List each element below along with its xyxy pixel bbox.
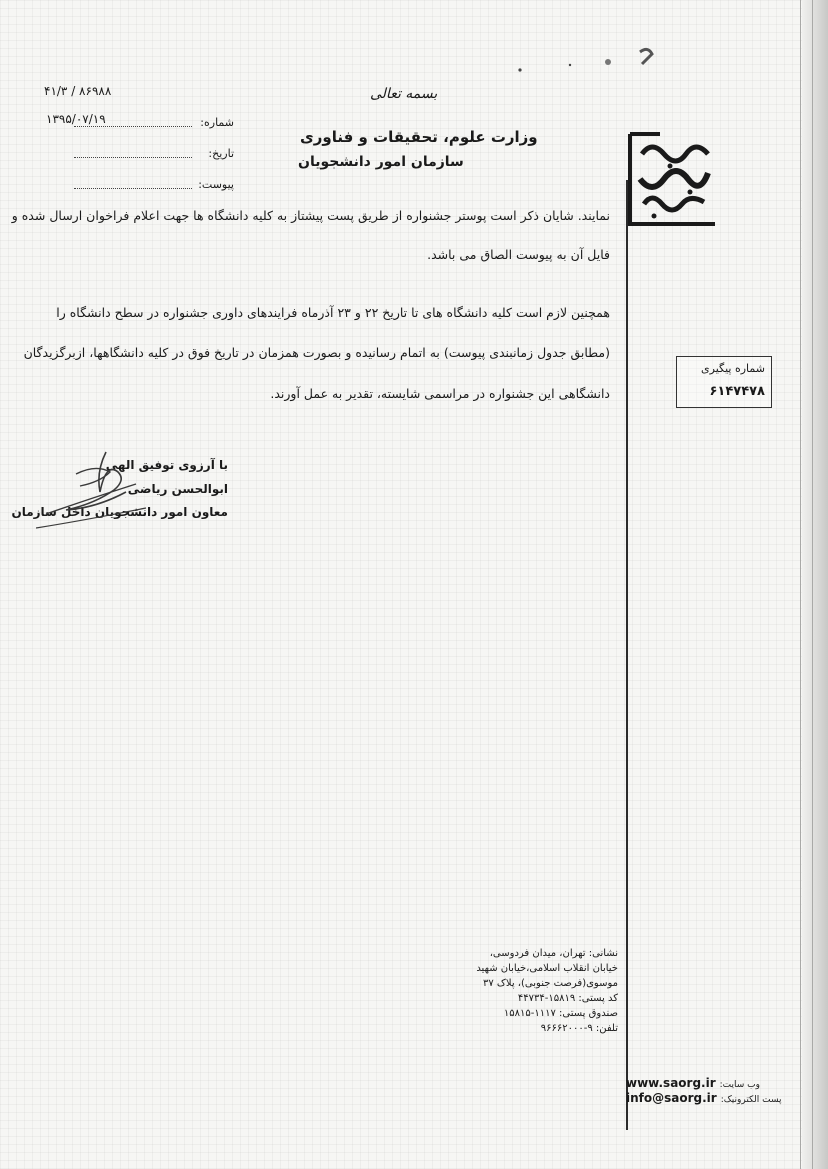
number-dots (74, 126, 192, 127)
email-row (626, 1091, 781, 1105)
email-link[interactable]: info@saorg.ir (626, 1091, 717, 1105)
tracking-number-box (676, 356, 772, 408)
website-label: وب سایت: (719, 1080, 760, 1090)
handwritten-signature (36, 434, 156, 534)
date-field (44, 147, 234, 165)
number-label: شماره: (200, 116, 234, 129)
attachment-field (44, 178, 234, 196)
body-line-4: (مطابق جدول زمانبندی پیوست) به اتمام رسانیده و بصورت همزمان در تاریخ فوق در کلیه دانشگاهها، ازبرگزیدگان (23, 345, 610, 360)
address-line-1: نشانی: تهران، میدان فردوسی، (489, 948, 618, 959)
signatory-name: ابوالحسن ریاضی (127, 482, 228, 496)
scan-edge-line (800, 0, 801, 1169)
ministry-name: وزارت علوم، تحقیقات و فناوری (300, 128, 538, 146)
body-line-3: همچنین لازم است کلیه دانشگاه های تا تاریخ ۲۲ و ۲۳ آذرماه فرایندهای داوری جشنواره در سطح دانشگاه را (56, 305, 610, 320)
body-line-5: دانشگاهی این جشنواره در مراسمی شایسته، تقدیر به عمل آورند. (270, 386, 610, 401)
signatory-title: معاون امور دانشجویان داخل سازمان (11, 505, 228, 519)
scan-marks (500, 30, 680, 80)
date-dots (74, 157, 192, 158)
tracking-value: ۶۱۴۷۴۷۸ (709, 384, 765, 399)
address-line-2: خیابان انقلاب اسلامی،خیابان شهید (476, 963, 618, 974)
closing-wish: با آرزوی توفیق الهی (105, 458, 228, 472)
phone: تلفن: ۹-۹۶۶۶۲۰۰۰ (540, 1023, 618, 1034)
margin-rule (626, 180, 628, 1130)
body-line-2: فایل آن به پیوست الصاق می باشد. (427, 247, 610, 262)
postal-code: کد پستی: ۱۵۸۱۹-۴۴۷۳۴ (517, 993, 618, 1004)
website-link[interactable]: www.saorg.ir (626, 1076, 716, 1090)
attachment-dots (74, 188, 192, 189)
organization-name: سازمان امور دانشجویان (298, 154, 464, 170)
date-value: ۱۳۹۵/۰۷/۱۹ (46, 112, 106, 126)
body-line-1: نمایند. شایان ذکر است پوستر جشنواره از طریق پست پیشتاز به کلیه دانشگاه ها جهت اعلام فراخوان ارسال شده و (11, 208, 610, 223)
attachment-label: پیوست: (198, 178, 234, 191)
address-line-3: موسوی(فرصت جنوبی)، پلاک ۳۷ (482, 978, 618, 989)
bismillah-heading: بسمه تعالی (370, 86, 438, 102)
date-label: تاریخ: (208, 147, 234, 160)
organization-logo (620, 124, 720, 236)
tracking-label: شماره پیگیری (701, 362, 765, 375)
po-box: صندوق پستی: ۱۱۱۷-۱۵۸۱۵ (503, 1008, 618, 1019)
logo-graphic (620, 124, 720, 236)
scan-edge-line (812, 0, 813, 1169)
email-label: پست الکترونیک: (720, 1095, 782, 1105)
scan-edge (802, 0, 828, 1169)
website-row (626, 1076, 760, 1090)
reference-number: ۴۱/۳ / ۸۶۹۸۸ (44, 84, 112, 98)
